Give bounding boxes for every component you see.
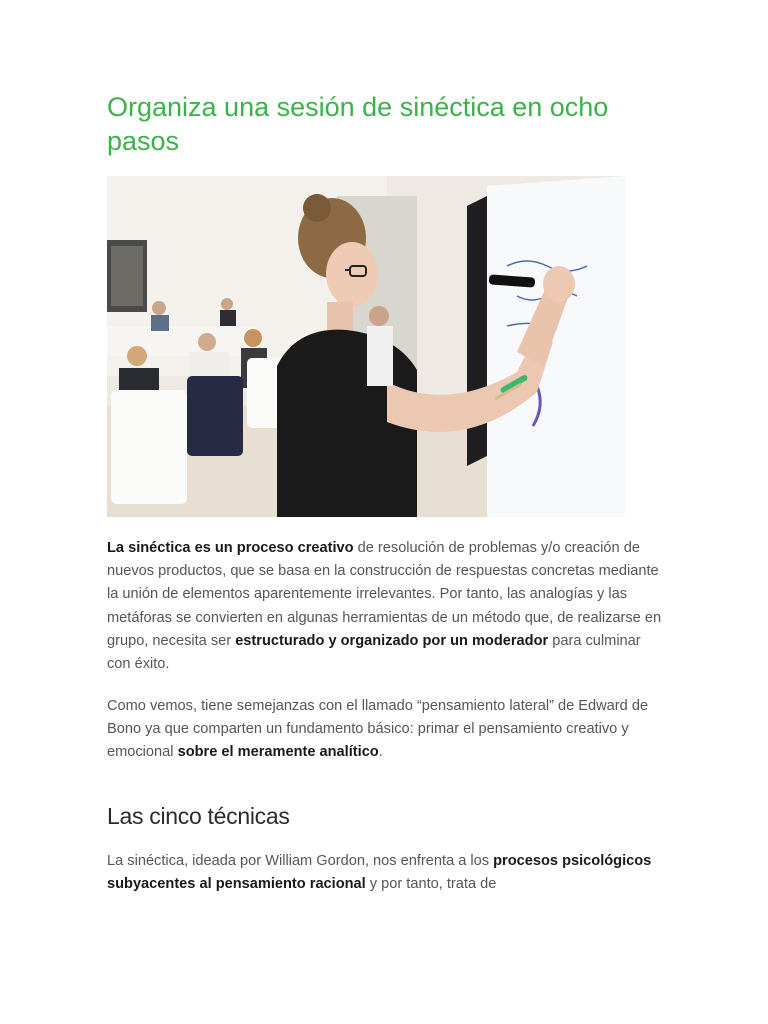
hero-image	[107, 176, 625, 517]
paragraph-text: y por tanto, trata de	[365, 876, 497, 893]
article-title: Organiza una sesión de sinéctica en ocho pasos	[107, 92, 609, 156]
paragraph-text: para culminar con éxito.	[107, 632, 641, 673]
comparison-paragraph	[107, 695, 663, 765]
bold-phrase: La sinéctica es un proceso creativo	[107, 540, 354, 556]
section-heading: Las cinco técnicas	[107, 803, 290, 829]
paragraph-text: .	[378, 744, 383, 761]
paragraph-text: de resolución de problemas y/o creación de nuevos productos, que se basa en la construcción de respuestas concretas mediante la unión de elementos aparentemente irrelevantes. Por tanto, las analogías y las metáforas se convierten en algunas herramientas de un método que, de realizarse en grupo, necesita ser	[107, 540, 662, 649]
techniques-paragraph	[107, 850, 663, 896]
paragraph-text: Como vemos, tiene semejanzas con el llamado “pensamiento lateral” de Edward de Bono ya que comparten un fundamento básico: primar el pensamiento creativo y emocional	[107, 698, 649, 761]
intro-paragraph	[107, 537, 663, 676]
bold-phrase: estructurado y organizado por un moderador	[235, 632, 549, 649]
bold-phrase: sobre el meramente analítico	[177, 744, 379, 761]
bold-phrase: procesos psicológicos subyacentes al pensamiento racional	[107, 853, 652, 893]
paragraph-text: La sinéctica, ideada por William Gordon, nos enfrenta a los	[107, 853, 494, 869]
